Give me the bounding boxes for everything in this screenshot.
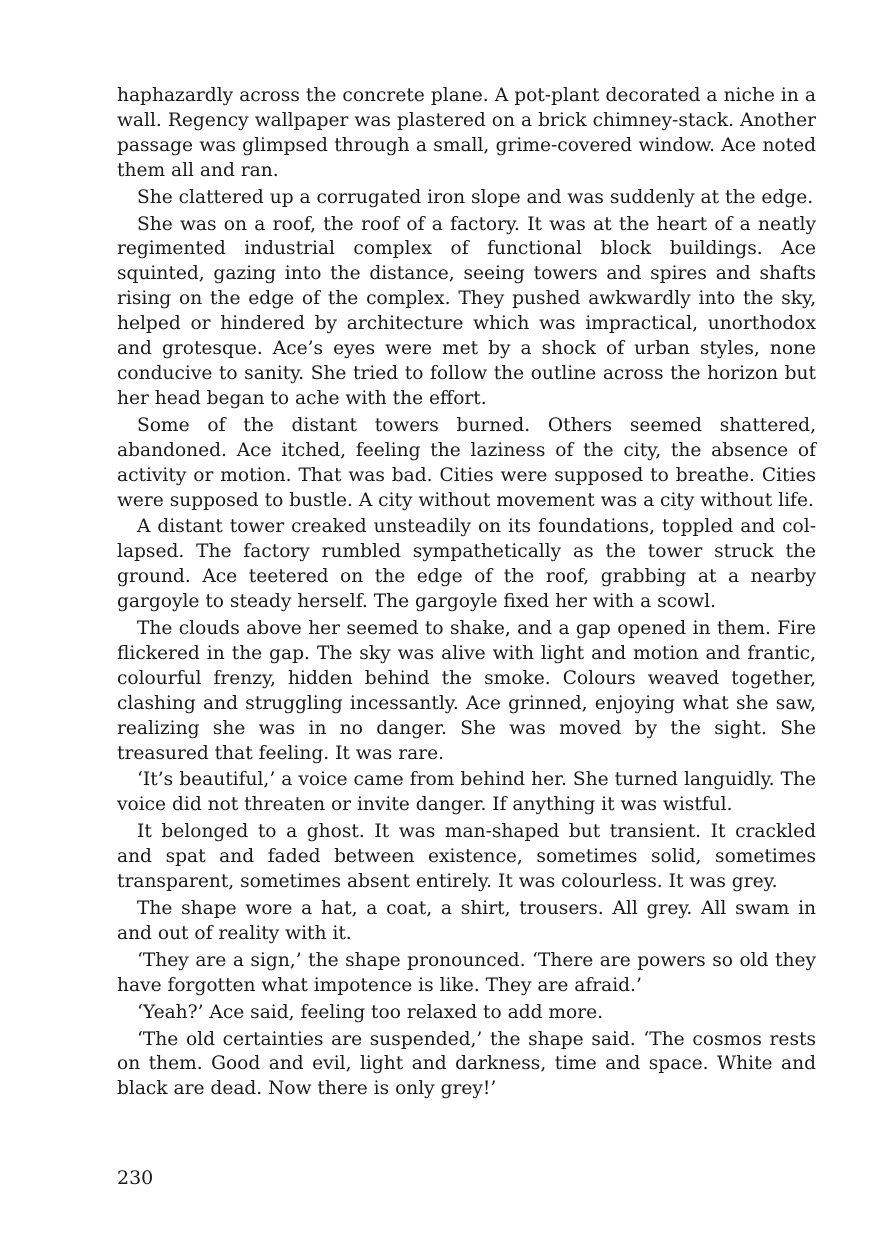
paragraph: The shape wore a hat, a coat, a shirt, trousers. All grey. All swam in and out of reality with it. [117,898,816,944]
paragraph: She was on a roof, the roof of a factory. It was at the heart of a neatly regimented industrial complex of functional block buildings. Ace squinted, gazing into the distance, seeing towers and spires and shafts rising on the edge of the complex. They pushed awkwardly into the sky, helped or hindered by architecture which was impractical, unorthodox and grotesque. Ace’s eyes were met by a shock of urban styles, none conducive to sanity. She tried to follow the outline across the horizon but her head began to ache with the effort. [117,213,816,409]
paragraph: ‘They are a sign,’ the shape pronounced. ‘There are powers so old they have forgotten what impotence is like. They are afraid.’ [117,949,816,996]
page-number: 230 [117,1167,154,1189]
paragraph: ‘Yeah?’ Ace said, feeling too relaxed to add more. [137,1001,604,1023]
paragraph: She clattered up a corrugated iron slope and was suddenly at the edge. [137,186,814,208]
paragraph: The clouds above her seemed to shake, and a gap opened in them. Fire flickered in the gap. The sky was alive with light and motion and frantic, colourful frenzy, hidden behind the smoke. Colours weaved together, clashing and struggling incessantly. Ace grinned, enjoying what she saw, realizing she was in no danger. She was moved by the sight. She treasured that feeling. It was rare. [117,618,816,764]
paragraph: Some of the distant towers burned. Others seemed shattered, abandoned. Ace itched, feeling the laziness of the city, the absence of activity or motion. That was bad. Cities were supposed to breathe. Cities were supposed to bustle. A city without movement was a city without life. [117,414,816,511]
paragraph: ‘It’s beautiful,’ a voice came from behind her. She turned languidly. The voice did not threaten or invite danger. If anything it was wistful. [117,769,816,816]
page-body [117,84,816,1104]
paragraph: A distant tower creaked unsteadily on its foundations, toppled and collapsed. The factory rumbled sympathetically as the tower struck the ground. Ace teetered on the edge of the roof, grabbing at a nearby gargoyle to steady herself. The gargoyle fixed her with a scowl. [117,516,816,613]
paragraph: It belonged to a ghost. It was man-shaped but transient. It crackled and spat and faded between existence, sometimes solid, sometimes transparent, sometimes absent entirely. It was colourless. It was grey. [117,821,816,893]
paragraph: ‘The old certainties are suspended,’ the shape said. ‘The cosmos rests on them. Good and evil, light and darkness, time and space. White and black are dead. Now there is only grey!’ [117,1028,816,1100]
paragraph: haphazardly across the concrete plane. A pot-plant decorated a niche in a wall. Regency wallpaper was plastered on a brick chimney-stack. Another passage was glimpsed through a small, grime-covered window. Ace noted them all and ran. [117,85,816,181]
